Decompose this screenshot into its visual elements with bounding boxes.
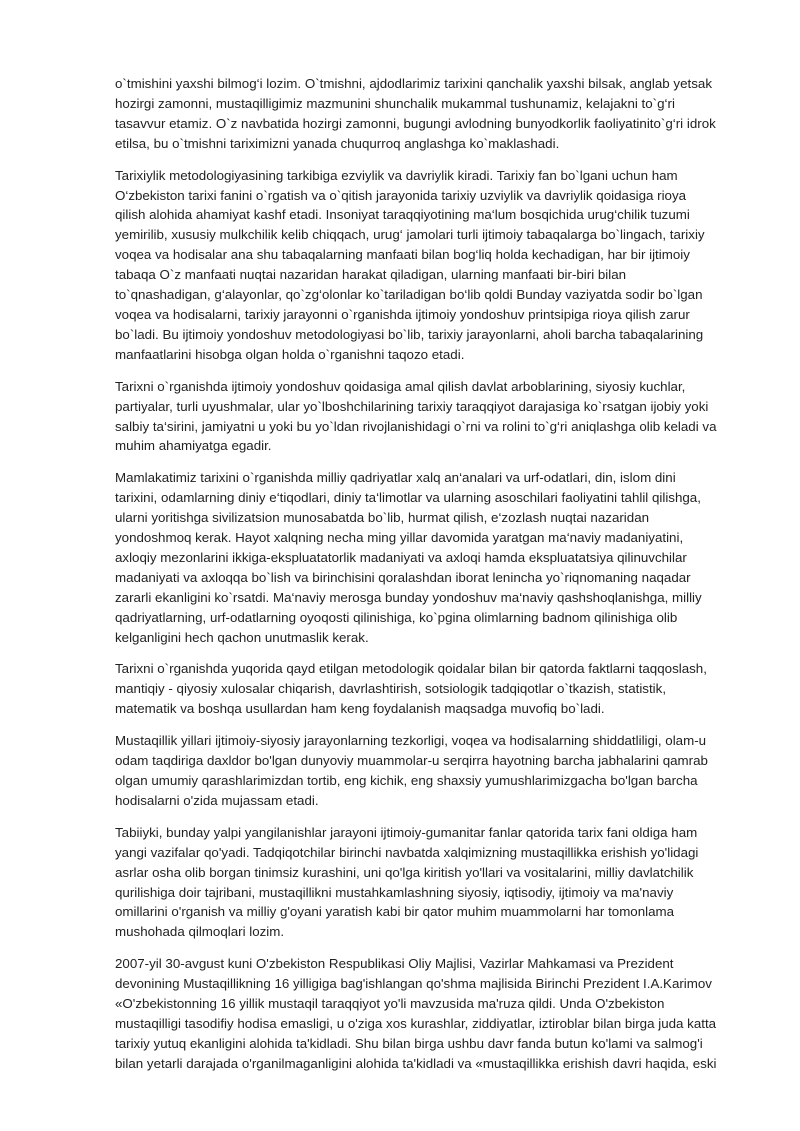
paragraph: Tarixni o`rganishda ijtimoiy yondoshuv qoidasiga amal qilish davlat arboblarining, siyosiy kuchlar, partiyalar, turli uyushmalar, ular yo`lboshchilarining tarixiy taraqqiyot darajasiga ko`rsatgan ijobiy yoki salbiy ta‘sirini, jamiyatni u yoki bu yo`ldan rivojlanishidagi o`rni va rolini to`g‘ri aniqlashga olib keladi va muhim ahamiyatga egadir. [115,378,717,454]
paragraph: Mustaqillik yillari ijtimoiy-siyosiy jarayonlarning tezkorligi, voqea va hodisalarning shiddatliligi, olam-u odam taqdiriga daxldor bo'lgan dunyoviy muammolar-u serqirra hayotning barcha jabhalarini qamrab olgan umumiy qarashlarimizdan tortib, eng kichik, eng shaxsiy yumushlarimizgacha bo'lgan barcha hodisalarni o'zida mujassam etadi. [115,733,708,808]
paragraph: Tarixni o`rganishda yuqorida qayd etilgan metodologik qoidalar bilan bir qatorda faktlarni taqqoslash, mantiqiy - qiyosiy xulosalar chiqarish, davrlashtirish, sotsiologik tadqiqotlar o`tkazish, statistik, matematik va boshqa usullardan ham keng foydalanish maqsadga muvofiq bo`ladi. [115,661,707,717]
paragraph: Tabiiyki, bunday yalpi yangilanishlar jarayoni ijtimoiy-gumanitar fanlar qatorida tarix fani oldiga ham yangi vazifalar qo'yadi. Tadqiqotchilar birinchi navbatda xalqimizning mustaqillikka erishish yo'lidagi asrlar osha olib borgan tinimsiz kurashini, uni qo'lga kiritish yo'llari va vositalarini, milliy davlatchilik qurilishiga doir tajribani, mustaqillikni mustahkamlashning siyosiy, iqtisodiy, ijtimoiy va ma'naviy omillarini o'rganish va milliy g'oyani yaratish kabi bir qator muhim muammolarni har tomonlama mushohada qilmoqlari lozim. [115,824,699,940]
paragraph: o`tmishini yaxshi bilmog‘i lozim. O`tmishni, ajdodlarimiz tarixini qanchalik yaxshi bilsak, anglab yetsak hozirgi zamonni, mustaqilligimiz mazmunini shunchalik mukammal tushunamiz, kelajakni to`g‘ri tasavvur etamiz. O`z navbatida hozirgi zamonni, bugungi avlodning bunyodkorlik faoliyatinito`g‘ri idrok etilsa, bu o`tmishni tariximizni yanada chuqurroq anglashga ko`maklashadi. [115,76,716,151]
paragraph: 2007-yil 30-avgust kuni O'zbekiston Respublikasi Oliy Majlisi, Vazirlar Mahkamasi va Prezident devonining Mustaqillikning 16 yilligiga bag'ishlangan qo'shma majlisida Birinchi Prezident I.A.Karimov «O'zbekistonning 16 yillik mustaqil taraqqiyot yo'li mavzusida ma'ruza qildi. Unda O'zbekiston mustaqilligi tasodifiy hodisa emasligi, u o'ziga xos kurashlar, ziddiyatlar, iztiroblar bilan birga juda katta tarixiy yutuq ekanligini alohida ta'kidladi. Shu bilan birga ushbu davr fanda butun ko'lami va salmog'i bilan yetarli darajada o'rganilmaganligini alohida ta'kidladi va «mustaqillikka erishish davri haqida, eski [115,956,717,1071]
paragraph: Tarixiylik metodologiyasining tarkibiga ezviylik va davriylik kiradi. Tarixiy fan bo`lgani uchun ham O‘zbekiston tarixi fanini o`rgatish va o`qitish jarayonida tarixiy uzviylik va davriylik qoidasiga rioya qilish alohida ahamiyat kashf etadi. Insoniyat taraqqiyotining ma‘lum bosqichida urug‘chilik tuzumi yemirilib, xususiy mulkchilik kelib chiqqach, urug‘ jamolari turli ijtimoiy tabaqalarga bo`lingach, tarixiy voqea va hodisalar ana shu tabaqalarning manfaati bilan bog‘liq holda kechadigan, har bir ijtimoiy tabaqa O`z manfaati nuqtai nazaridan harakat qiladigan, ularning manfaati bir-biri bilan to`qnashadigan, g‘alayonlar, qo`zg‘olonlar ko`tariladigan bo‘lib qoldi Bunday vaziyatda sodir bo`lgan voqea va hodisalarni, tarixiy jarayonni o`rganishda ijtimoiy yondoshuv printsipiga rioya qilish zarur bo`ladi. Bu ijtimoiy yondoshuv metodologiyasi bo`lib, tarixiy jarayonlarni, aholi barcha tabaqalarining manfaatlarini hisobga olgan holda o`rganishni taqozo etadi. [115,167,705,362]
paragraph: Mamlakatimiz tarixini o`rganishda milliy qadriyatlar xalq an‘analari va urf-odatlari, din, islom dini tarixini, odamlarning diniy e‘tiqodlari, diniy ta‘limotlar va ularning asoschilari faoliyatini tahlil qilishga, ularni yoritishga sivilizatsion munosabatda bo`lib, hurmat qilish, e‘zozlash nuqtai nazaridan yondoshmoq kerak. Hayot xalqning necha ming yillar davomida yaratgan ma‘naviy madaniyatini, axloqiy mezonlarini ikkiga-ekspluatatorlik madaniyati va axloqi hamda ekspluatatsiya qilinuvchilar madaniyati va axloqqa bo`lish va birinchisini qoralashdan iborat lenincha yo`riqnomaning naqadar zararli ekanligini ko`rsatdi. Ma‘naviy merosga bunday yondoshuv ma‘naviy qashshoqlanishga, milliy qadriyatlarning, urf-odatlarning oyoqosti qilinishiga, ko`pgina olimlarning badnom qilinishiga olib kelganligini hech qachon unutmaslik kerak. [115,470,702,645]
